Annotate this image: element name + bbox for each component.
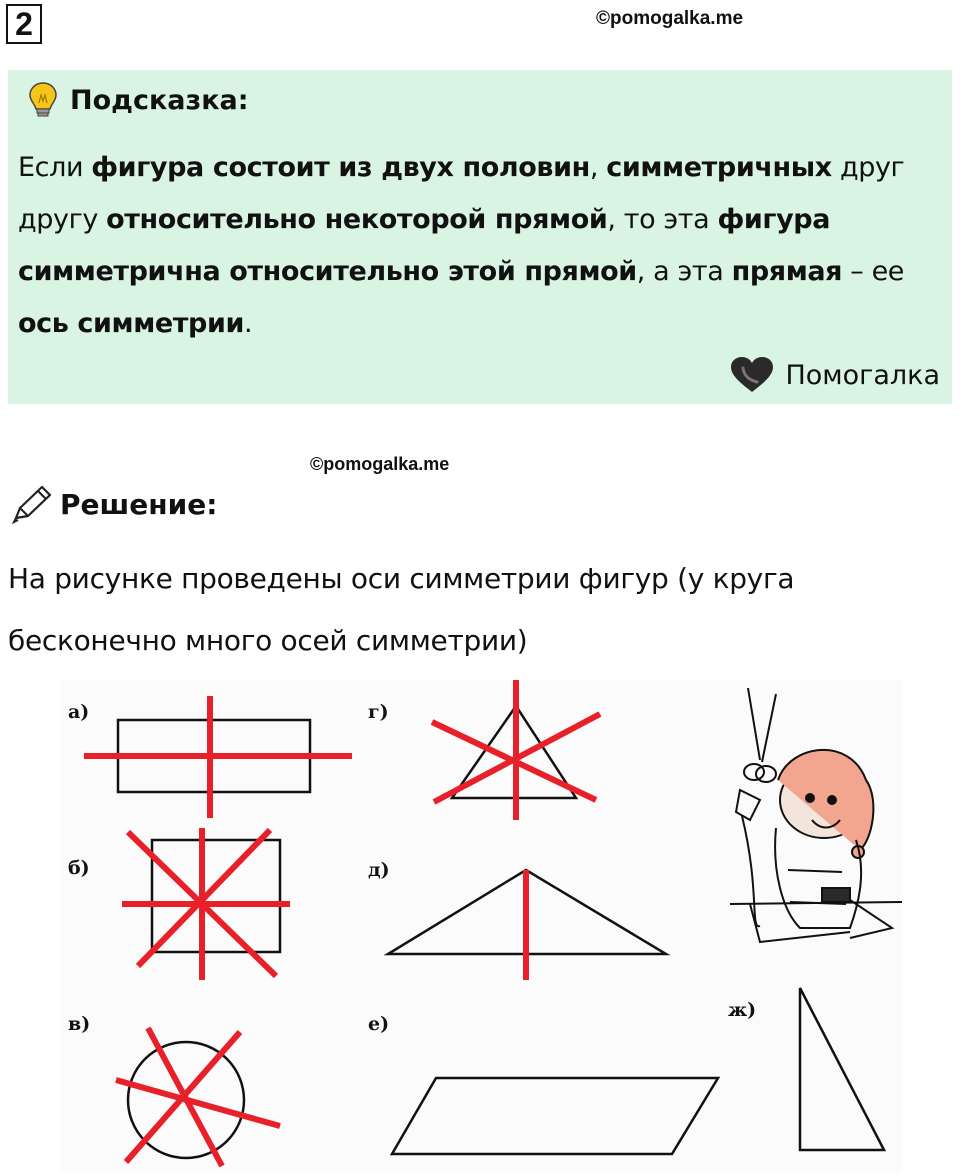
task-number: 2 [6, 4, 42, 44]
hint-bold-run: ось симметрии [18, 308, 245, 339]
hint-title [28, 80, 249, 120]
symmetry-figure [60, 680, 902, 1172]
heart-icon [729, 356, 775, 394]
hint-text-run: , а эта [636, 256, 732, 287]
brand-name: Помогалка [785, 359, 940, 391]
pencil-icon [10, 484, 54, 524]
hint-text-run: – ее [842, 256, 905, 287]
solution-title-text: Решение: [60, 487, 218, 521]
label-e: е) [368, 1013, 390, 1035]
label-b: б) [68, 857, 90, 879]
watermark: ©pomogalka.me [310, 454, 450, 474]
hint-box [8, 70, 952, 404]
hint-bold-run: прямая [731, 256, 843, 287]
hint-text-run: , [589, 152, 607, 183]
label-a: а) [68, 701, 90, 723]
watermark: ©pomogalka.me [596, 8, 744, 29]
hint-text-run: друг другу [18, 152, 905, 235]
label-d: д) [368, 859, 390, 881]
hint-text-run: , то эта [607, 204, 718, 235]
hint-bold-run: относительно некоторой прямой [106, 204, 608, 235]
label-v: в) [68, 1013, 91, 1035]
hint-bold-run: симметричных [606, 152, 832, 183]
hint-text [18, 142, 948, 350]
hint-text-run: . [244, 308, 253, 339]
hint-bold-run: фигура симметрична относительно этой прямой [18, 204, 831, 287]
hint-title-text: Подсказка: [70, 84, 249, 116]
solution-text: На рисунке проведены оси симметрии фигур (у круга бесконечно много осей симметрии) [8, 562, 795, 657]
solution-title [10, 482, 217, 526]
brand [729, 356, 940, 394]
hint-bold-run: фигура состоит из двух половин [91, 152, 590, 183]
lightbulb-icon [28, 81, 58, 119]
label-g: г) [368, 701, 389, 723]
label-zh: ж) [728, 999, 757, 1021]
hint-text-run: Если [18, 152, 92, 183]
